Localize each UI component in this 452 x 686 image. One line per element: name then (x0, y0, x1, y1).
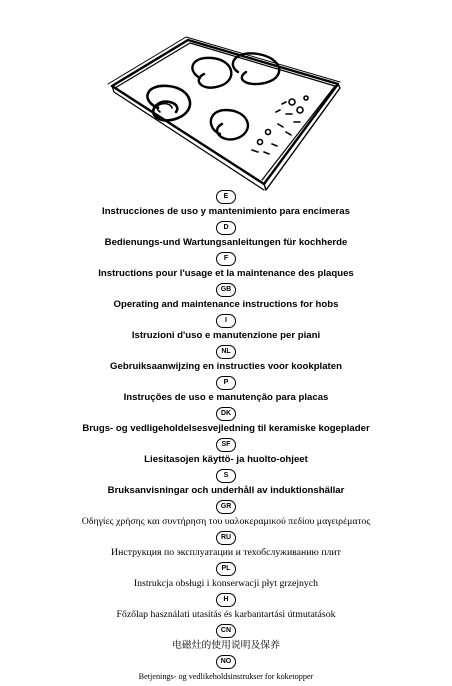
manual-title: Brugs- og vedligeholdelsesvejledning til keramiske kogeplader (82, 423, 370, 434)
language-entry-ru (111, 531, 341, 562)
language-code-badge: D (216, 221, 236, 235)
language-list (0, 190, 452, 686)
manual-title: Инструкция по эксплуатации и техобслуживанию плит (111, 547, 341, 558)
language-entry-h (116, 593, 335, 624)
manual-title: Instruções de uso e manutenção para placas (123, 392, 329, 403)
language-entry-s (108, 469, 345, 500)
language-code-badge: GR (216, 500, 236, 514)
manual-title: Instrukcja obsługi i konserwacji płyt grzejnych (133, 578, 319, 589)
language-code-badge: CN (216, 624, 236, 638)
language-entry-d (105, 221, 348, 252)
manual-title: Bruksanvisningar och underhåll av induktionshällar (107, 485, 345, 496)
language-entry-gb (114, 283, 339, 314)
manual-title: 电磁灶的使用说明及保养 (172, 640, 280, 651)
language-entry-dk (82, 407, 369, 438)
language-code-badge: SF (216, 438, 236, 452)
manual-title: Istruzioni d'uso e manutenzione per piani (131, 330, 321, 341)
language-entry-gr (82, 500, 370, 531)
language-code-badge: GB (216, 283, 236, 297)
language-code-badge: S (216, 469, 236, 483)
language-entry-nl (110, 345, 342, 376)
language-entry-p (124, 376, 329, 407)
language-entry-sf (144, 438, 308, 469)
language-code-badge: P (216, 376, 236, 390)
manual-title: Betjenings- og vedlikeholdsinstrukser for koketopper (138, 672, 314, 681)
manual-title: Főzőlap használati utasítás és karbantartási útmutatások (116, 609, 336, 620)
manual-title: Instructions pour l'usage et la maintenance des plaques (98, 268, 354, 279)
language-entry-pl (134, 562, 318, 593)
manual-title: Liesitasojen käyttö- ja huolto-ohjeet (144, 454, 308, 465)
language-code-badge: NO (216, 655, 236, 669)
manual-title: Instrucciones de uso y mantenimiento para encimeras (102, 206, 350, 217)
language-code-badge: NL (216, 345, 236, 359)
manual-title: Bedienungs-und Wartungsanleitungen für kochherde (104, 237, 348, 248)
language-code-badge: F (216, 252, 236, 266)
language-entry-no (139, 655, 314, 686)
language-entry-f (98, 252, 354, 283)
language-code-badge: I (216, 314, 236, 328)
language-code-badge: E (216, 190, 236, 204)
language-code-badge: H (216, 593, 236, 607)
manual-title: Gebruiksaanwijzing en instructies voor kookplaten (110, 361, 342, 372)
language-code-badge: PL (216, 562, 236, 576)
language-code-badge: DK (216, 407, 236, 421)
manual-title: Οδηγίες χρήσης και συντήρηση του υαλοκεραμικού πεδίου μαγειρέματος (81, 516, 371, 527)
language-entry-e (102, 190, 350, 221)
manual-title: Operating and maintenance instructions for hobs (113, 299, 339, 310)
language-code-badge: RU (216, 531, 236, 545)
language-entry-i (132, 314, 320, 345)
cooktop-illustration (0, 0, 452, 200)
